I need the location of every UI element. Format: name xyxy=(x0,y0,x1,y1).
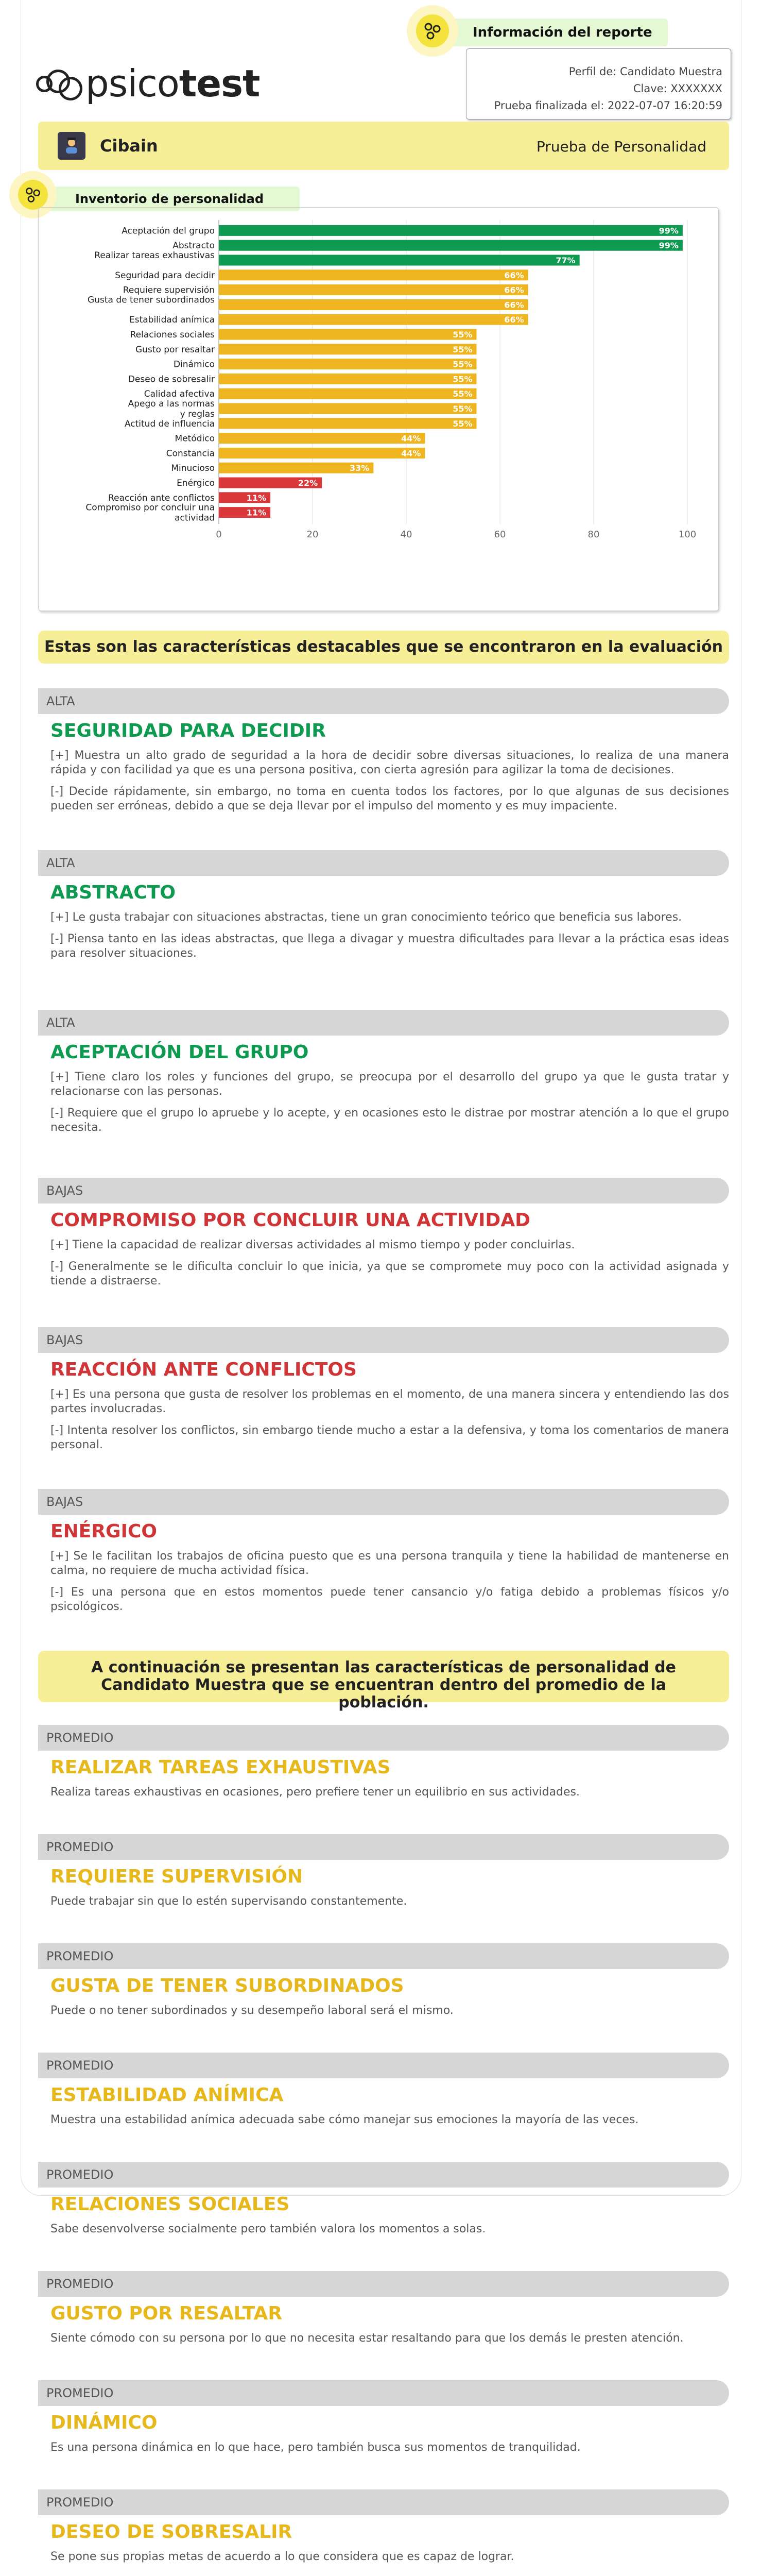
trait-description: Se pone sus propias metas de acuerdo a lo que considera que es capaz de lograr. xyxy=(50,2550,514,2563)
value-label: 77% xyxy=(556,256,576,265)
personality-chart xyxy=(38,207,719,611)
trait-title: REACCIÓN ANTE CONFLICTOS xyxy=(50,1359,357,1380)
trait-title: ENÉRGICO xyxy=(50,1521,157,1542)
x-tick-label: 60 xyxy=(494,529,506,540)
trait-negative: [-] Generalmente se le dificulta concluir lo que inicia, ya que se compromete muy poco con la actividad asignada y tiende a distraerse. xyxy=(50,1260,729,1287)
trait-title: SEGURIDAD PARA DECIDIR xyxy=(50,720,326,741)
category-label: Constancia xyxy=(166,448,215,459)
category-label: y reglas xyxy=(180,409,215,419)
highlight-section xyxy=(38,1489,729,1614)
trait-positive: [+] Le gusta trabajar con situaciones abstractas, tiene un gran conocimiento teórico que beneficia sus labores. xyxy=(50,911,682,924)
average-banner: A continuación se presentan las características de personalidad de Candidato Muestra que se encuentran dentro del promedio de la población. xyxy=(38,1651,729,1702)
report-info-label: Información del reporte xyxy=(437,19,668,46)
level-bar: ALTA xyxy=(38,850,729,876)
highlight-section xyxy=(38,1178,729,1289)
report-info-box xyxy=(466,48,731,120)
value-label: 22% xyxy=(298,478,318,488)
average-section xyxy=(38,2380,729,2455)
psicotest-logo xyxy=(35,62,260,105)
trait-description: Siente cómodo con su persona por lo que no necesita estar resaltando para que los demás le presten atención. xyxy=(50,2332,684,2345)
trait-description: Realiza tareas exhaustivas en ocasiones, pero prefiere tener un equilibrio en sus actividades. xyxy=(50,1786,580,1799)
bar xyxy=(219,255,580,266)
level-bar: PROMEDIO xyxy=(38,1834,729,1860)
trait-description: Puede trabajar sin que lo estén supervisando constantemente. xyxy=(50,1895,407,1908)
category-label: Dinámico xyxy=(173,359,215,370)
molecule-icon xyxy=(416,14,449,47)
category-label: Realizar tareas exhaustivas xyxy=(94,250,215,261)
level-bar: BAJAS xyxy=(38,1178,729,1204)
value-label: 55% xyxy=(453,418,473,429)
trait-title: DESEO DE SOBRESALIR xyxy=(50,2521,292,2543)
level-bar: ALTA xyxy=(38,1010,729,1036)
value-label: 99% xyxy=(659,241,679,251)
trait-positive: [+] Tiene la capacidad de realizar diversas actividades al mismo tiempo y poder concluirlas. xyxy=(50,1239,575,1251)
category-label: Metódico xyxy=(175,433,215,444)
value-label: 44% xyxy=(401,433,421,444)
bar xyxy=(219,403,477,414)
value-label: 55% xyxy=(453,330,473,340)
highlight-section xyxy=(38,688,729,814)
value-label: 33% xyxy=(350,463,370,473)
level-bar: PROMEDIO xyxy=(38,2489,729,2515)
category-label: Aceptación del grupo xyxy=(122,226,215,236)
bar xyxy=(219,388,477,399)
value-label: 55% xyxy=(453,359,473,369)
x-tick-label: 80 xyxy=(587,529,600,540)
bar xyxy=(219,448,425,459)
average-section xyxy=(38,2053,729,2127)
category-label: Deseo de sobresalir xyxy=(128,374,215,385)
value-label: 99% xyxy=(659,226,679,236)
average-section xyxy=(38,1943,729,2018)
value-label: 55% xyxy=(453,344,473,354)
report-badge xyxy=(407,5,458,57)
trait-description: Es una persona dinámica en lo que hace, pero también busca sus momentos de tranquilidad. xyxy=(50,2441,581,2454)
category-label: Requiere supervisión xyxy=(123,285,215,296)
trait-title: REALIZAR TAREAS EXHAUSTIVAS xyxy=(50,1757,391,1778)
logo-icon xyxy=(35,65,82,101)
trait-title: DINÁMICO xyxy=(50,2412,158,2433)
level-bar: PROMEDIO xyxy=(38,2380,729,2406)
trait-positive: [+] Tiene claro los roles y funciones del grupo, se preocupa por el desarrollo del grupo ya que le gusta tratar y relacionarse con las personas. xyxy=(50,1071,729,1098)
highlight-section xyxy=(38,850,729,961)
trait-title: GUSTA DE TENER SUBORDINADOS xyxy=(50,1975,404,1996)
category-label: Estabilidad anímica xyxy=(129,315,215,326)
bar xyxy=(219,269,528,280)
inventory-title: Inventorio de personalidad xyxy=(46,187,300,211)
value-label: 66% xyxy=(504,285,524,295)
bar xyxy=(219,374,477,384)
level-bar: BAJAS xyxy=(38,1489,729,1515)
highlights-banner: Estas son las características destacables que se encontraron en la evaluación xyxy=(38,631,729,664)
personality-bar-chart xyxy=(39,208,718,611)
candidate-bar xyxy=(38,122,729,170)
category-label: Compromiso por concluir una xyxy=(85,502,215,513)
category-label: Reacción ante conflictos xyxy=(108,493,215,503)
category-label: Abstracto xyxy=(172,241,215,251)
category-label: Apego a las normas xyxy=(128,399,215,409)
trait-title: RELACIONES SOCIALES xyxy=(50,2194,290,2215)
trait-negative: [-] Es una persona que en estos momentos puede tener cansancio y/o fatiga debido a problemas físicos y/o psicológicos. xyxy=(50,1586,729,1613)
average-section xyxy=(38,2271,729,2346)
x-tick-label: 100 xyxy=(678,529,697,540)
level-bar: BAJAS xyxy=(38,1327,729,1353)
bar xyxy=(219,314,528,325)
profile-line: Perfil de: Candidato Muestra xyxy=(568,65,722,78)
level-bar: PROMEDIO xyxy=(38,1943,729,1969)
trait-positive: [+] Es una persona que gusta de resolver los problemas en el momento, de una manera sincera y entendiendo las dos partes involucradas. xyxy=(50,1388,729,1415)
value-label: 11% xyxy=(246,507,267,518)
trait-title: REQUIERE SUPERVISIÓN xyxy=(50,1866,303,1887)
logo-text: psicotest xyxy=(85,62,260,105)
trait-title: ACEPTACIÓN DEL GRUPO xyxy=(50,1042,309,1063)
bar xyxy=(219,284,528,295)
average-section xyxy=(38,1725,729,1800)
average-section xyxy=(38,2489,729,2564)
trait-description: Sabe desenvolverse socialmente pero también valora los momentos a solas. xyxy=(50,2223,486,2235)
x-tick-label: 40 xyxy=(400,529,412,540)
category-label: actividad xyxy=(175,513,215,523)
trait-description: Muestra una estabilidad anímica adecuada sabe cómo manejar sus emociones la mayoría de las veces. xyxy=(50,2113,639,2126)
bar xyxy=(219,418,477,429)
highlight-section xyxy=(38,1010,729,1135)
trait-title: ABSTRACTO xyxy=(50,882,176,903)
bar xyxy=(219,299,528,310)
level-bar: PROMEDIO xyxy=(38,1725,729,1751)
bar xyxy=(219,344,477,354)
value-label: 66% xyxy=(504,270,524,280)
value-label: 55% xyxy=(453,389,473,399)
value-label: 55% xyxy=(453,374,473,384)
bar xyxy=(219,225,683,236)
trait-description: Puede o no tener subordinados y su desempeño laboral será el mismo. xyxy=(50,2004,454,2017)
trait-negative: [-] Intenta resolver los conflictos, sin embargo tiende mucho a estar a la defensiva, y toma los comentarios de manera personal. xyxy=(50,1424,729,1451)
category-label: Gusto por resaltar xyxy=(135,344,215,355)
trait-negative: [-] Decide rápidamente, sin embargo, no toma en cuenta todos los factores, por lo que algunas de sus decisiones pueden ser erróneas, debido a que se deja llevar por el impulso del momento y es muy impaciente. xyxy=(50,785,729,812)
test-name: Prueba de Personalidad xyxy=(536,138,706,155)
molecule-icon xyxy=(18,180,48,210)
category-label: Relaciones sociales xyxy=(130,330,215,340)
category-label: Actitud de influencia xyxy=(124,418,215,429)
trait-title: COMPROMISO POR CONCLUIR UNA ACTIVIDAD xyxy=(50,1210,531,1231)
bar xyxy=(219,433,425,444)
average-section xyxy=(38,2162,729,2236)
trait-title: GUSTO POR RESALTAR xyxy=(50,2303,283,2324)
value-label: 66% xyxy=(504,300,524,310)
category-label: Minucioso xyxy=(171,463,215,474)
value-label: 55% xyxy=(453,404,473,414)
finished-line: Prueba finalizada el: 2022-07-07 16:20:59 xyxy=(494,99,722,112)
bar xyxy=(219,329,477,340)
average-section xyxy=(38,1834,729,1909)
x-tick-label: 20 xyxy=(306,529,319,540)
trait-negative: [-] Requiere que el grupo lo apruebe y lo acepte, y en ocasiones esto le distrae por mostrar atención a lo que el grupo necesita. xyxy=(50,1107,729,1134)
level-bar: PROMEDIO xyxy=(38,2271,729,2297)
key-line: Clave: XXXXXXX xyxy=(633,82,722,95)
level-bar: PROMEDIO xyxy=(38,2053,729,2078)
value-label: 66% xyxy=(504,315,524,325)
level-bar: ALTA xyxy=(38,688,729,714)
trait-title: ESTABILIDAD ANÍMICA xyxy=(50,2084,284,2106)
avatar xyxy=(58,132,85,160)
x-tick-label: 0 xyxy=(216,529,222,540)
level-bar: PROMEDIO xyxy=(38,2162,729,2188)
bar xyxy=(219,359,477,369)
value-label: 11% xyxy=(246,493,267,503)
highlight-section xyxy=(38,1327,729,1452)
category-label: Gusta de tener subordinados xyxy=(88,295,215,306)
category-label: Seguridad para decidir xyxy=(115,270,215,281)
trait-positive: [+] Se le facilitan los trabajos de oficina puesto que es una persona tranquila y tiene la habilidad de mantenerse en calma, no requiere de mucha actividad física. xyxy=(50,1550,729,1577)
category-label: Calidad afectiva xyxy=(144,389,215,400)
category-label: Enérgico xyxy=(177,478,215,488)
bar xyxy=(219,240,683,251)
value-label: 44% xyxy=(401,448,421,459)
trait-negative: [-] Piensa tanto en las ideas abstractas, que llega a divagar y muestra dificultades para llevar a la práctica esas ideas para resolver situaciones. xyxy=(50,933,729,960)
candidate-name: Cibain xyxy=(100,136,158,156)
trait-positive: [+] Muestra un alto grado de seguridad a la hora de decidir sobre diversas situaciones, lo realiza de una manera rápida y con facilidad ya que es una persona positiva, con cierta agresión para agilizar la toma de decisiones. xyxy=(50,749,729,776)
